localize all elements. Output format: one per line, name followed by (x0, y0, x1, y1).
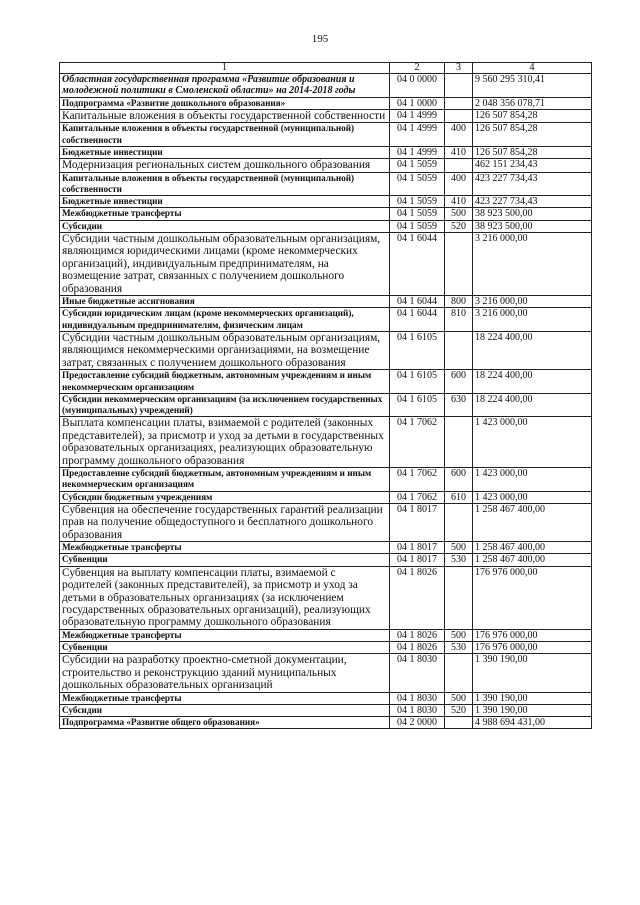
row-expense-type-cell: 520 (445, 220, 473, 232)
row-name-cell: Субвенция на обеспечение государственных гарантий реализации прав на получение общедоступного и бесплатного дошкольного образования (60, 503, 390, 541)
row-name-cell: Выплата компенсации платы, взимаемой с родителей (законных представителей), за присмотр и уход за детьми в государственных образовательных организациях, реализующих образовательную программу дошкольного образования (60, 417, 390, 468)
column-header: 4 (473, 63, 592, 74)
table-row (60, 74, 592, 98)
row-code-cell: 04 1 6105 (390, 370, 445, 394)
row-name-cell: Субсидии бюджетным учреждениям (60, 491, 390, 503)
table-row (60, 233, 592, 296)
row-amount-cell: 18 224 400,00 (473, 393, 592, 417)
table-row (60, 554, 592, 566)
row-amount-cell: 1 258 467 400,00 (473, 554, 592, 566)
row-code-cell: 04 1 8017 (390, 503, 445, 541)
row-expense-type-cell (445, 74, 473, 98)
row-code-cell: 04 1 6044 (390, 233, 445, 296)
row-name-cell: Подпрограмма «Развитие общего образования» (60, 717, 390, 729)
row-name-cell: Предоставление субсидий бюджетным, автономным учреждениям и иным некоммерческим организациям (60, 370, 390, 394)
table-row (60, 172, 592, 196)
row-name-cell: Субсидии (60, 220, 390, 232)
row-amount-cell: 176 976 000,00 (473, 629, 592, 641)
row-name-cell: Подпрограмма «Развитие дошкольного образования» (60, 97, 390, 109)
row-name-cell: Субвенции (60, 642, 390, 654)
row-expense-type-cell (445, 566, 473, 629)
row-amount-cell: 126 507 854,28 (473, 146, 592, 158)
row-code-cell: 04 1 8026 (390, 642, 445, 654)
row-name-cell: Капитальные вложения в объекты государственной (муниципальной) собственности (60, 172, 390, 196)
table-row (60, 629, 592, 641)
row-amount-cell: 423 227 734,43 (473, 196, 592, 208)
row-amount-cell: 1 423 000,00 (473, 417, 592, 468)
row-amount-cell: 18 224 400,00 (473, 370, 592, 394)
table-row (60, 370, 592, 394)
row-amount-cell: 1 258 467 400,00 (473, 503, 592, 541)
row-expense-type-cell: 500 (445, 542, 473, 554)
row-amount-cell: 423 227 734,43 (473, 172, 592, 196)
row-name-cell: Иные бюджетные ассигнования (60, 296, 390, 308)
table-row (60, 654, 592, 692)
row-expense-type-cell: 810 (445, 308, 473, 332)
row-expense-type-cell: 520 (445, 704, 473, 716)
table-row (60, 717, 592, 729)
row-name-cell: Предоставление субсидий бюджетным, автономным учреждениям и иным некоммерческим организациям (60, 468, 390, 492)
table-row (60, 159, 592, 172)
row-code-cell: 04 1 4999 (390, 123, 445, 147)
row-amount-cell: 1 423 000,00 (473, 491, 592, 503)
row-name-cell: Модернизация региональных систем дошкольного образования (60, 159, 390, 172)
row-code-cell: 04 0 0000 (390, 74, 445, 98)
table-row (60, 503, 592, 541)
table-row (60, 208, 592, 220)
row-code-cell: 04 1 5059 (390, 196, 445, 208)
row-code-cell: 04 1 4999 (390, 146, 445, 158)
row-name-cell: Областная государственная программа «Развитие образования и молодежной политики в Смоленской области» на 2014-2018 годы (60, 74, 390, 98)
row-name-cell: Субсидии (60, 704, 390, 716)
row-expense-type-cell: 500 (445, 208, 473, 220)
row-code-cell: 04 1 8030 (390, 654, 445, 692)
row-amount-cell: 176 976 000,00 (473, 642, 592, 654)
row-name-cell: Субсидии на разработку проектно-сметной документации, строительство и реконструкцию зданий муниципальных дошкольных образовательных организаций (60, 654, 390, 692)
column-header: 3 (445, 63, 473, 74)
table-row (60, 196, 592, 208)
table-row (60, 308, 592, 332)
row-name-cell: Субсидии частным дошкольным образовательным организациям, являющимся некоммерческими организациями, на возмещение затрат, связанных с получением дошкольного образования (60, 332, 390, 370)
row-expense-type-cell: 610 (445, 491, 473, 503)
row-expense-type-cell: 800 (445, 296, 473, 308)
table-row (60, 468, 592, 492)
table-row (60, 642, 592, 654)
table-row (60, 491, 592, 503)
row-amount-cell: 176 976 000,00 (473, 566, 592, 629)
row-name-cell: Субсидии некоммерческим организациям (за исключением государственных (муниципальных) учреждений) (60, 393, 390, 417)
table-row (60, 123, 592, 147)
column-header: 2 (390, 63, 445, 74)
row-expense-type-cell (445, 417, 473, 468)
table-row (60, 332, 592, 370)
row-code-cell: 04 1 4999 (390, 109, 445, 122)
row-amount-cell: 38 923 500,00 (473, 220, 592, 232)
row-name-cell: Бюджетные инвестиции (60, 196, 390, 208)
row-expense-type-cell: 410 (445, 196, 473, 208)
row-expense-type-cell: 410 (445, 146, 473, 158)
row-code-cell: 04 1 0000 (390, 97, 445, 109)
row-amount-cell: 1 390 190,00 (473, 704, 592, 716)
row-code-cell: 04 1 5059 (390, 208, 445, 220)
row-amount-cell: 462 151 234,43 (473, 159, 592, 172)
row-expense-type-cell: 530 (445, 642, 473, 654)
row-name-cell: Субвенция на выплату компенсации платы, взимаемой с родителей (законных представителей), за присмотр и уход за детьми в образовательных организациях (за исключением государственных образовательных организаций), реализующих образовательную программу дошкольного образования (60, 566, 390, 629)
row-name-cell: Межбюджетные трансферты (60, 629, 390, 641)
table-row (60, 692, 592, 704)
row-amount-cell: 126 507 854,28 (473, 123, 592, 147)
row-code-cell: 04 2 0000 (390, 717, 445, 729)
row-amount-cell: 1 258 467 400,00 (473, 542, 592, 554)
row-name-cell: Капитальные вложения в объекты государственной собственности (60, 109, 390, 122)
table-row (60, 566, 592, 629)
row-expense-type-cell: 500 (445, 692, 473, 704)
row-code-cell: 04 1 7062 (390, 417, 445, 468)
row-amount-cell: 126 507 854,28 (473, 109, 592, 122)
row-amount-cell: 9 560 295 310,41 (473, 74, 592, 98)
table-row (60, 97, 592, 109)
row-code-cell: 04 1 7062 (390, 491, 445, 503)
row-code-cell: 04 1 8030 (390, 692, 445, 704)
row-code-cell: 04 1 7062 (390, 468, 445, 492)
row-expense-type-cell (445, 159, 473, 172)
row-name-cell: Межбюджетные трансферты (60, 542, 390, 554)
row-name-cell: Субсидии частным дошкольным образовательным организациям, являющимся юридическими лицами (кроме некоммерческих организаций), индивидуальным предпринимателям, на возмещение затрат, связанных с получением дошкольного образования (60, 233, 390, 296)
row-name-cell: Межбюджетные трансферты (60, 208, 390, 220)
page-number: 195 (311, 33, 329, 45)
row-expense-type-cell (445, 332, 473, 370)
row-amount-cell: 1 390 190,00 (473, 692, 592, 704)
row-amount-cell: 18 224 400,00 (473, 332, 592, 370)
table-row (60, 220, 592, 232)
row-expense-type-cell (445, 503, 473, 541)
row-expense-type-cell (445, 233, 473, 296)
table-row (60, 393, 592, 417)
row-expense-type-cell: 530 (445, 554, 473, 566)
row-code-cell: 04 1 8030 (390, 704, 445, 716)
row-amount-cell: 3 216 000,00 (473, 233, 592, 296)
budget-table (59, 62, 592, 729)
row-amount-cell: 4 988 694 431,00 (473, 717, 592, 729)
row-code-cell: 04 1 8017 (390, 554, 445, 566)
row-expense-type-cell: 630 (445, 393, 473, 417)
row-code-cell: 04 1 8026 (390, 566, 445, 629)
row-code-cell: 04 1 5059 (390, 159, 445, 172)
row-code-cell: 04 1 6044 (390, 296, 445, 308)
row-code-cell: 04 1 8017 (390, 542, 445, 554)
row-amount-cell: 38 923 500,00 (473, 208, 592, 220)
row-expense-type-cell: 600 (445, 370, 473, 394)
row-expense-type-cell (445, 717, 473, 729)
row-name-cell: Субсидии юридическим лицам (кроме некоммерческих организаций), индивидуальным предпринимателям, физическим лицам (60, 308, 390, 332)
row-expense-type-cell: 500 (445, 629, 473, 641)
table-row (60, 417, 592, 468)
row-name-cell: Субвенции (60, 554, 390, 566)
row-name-cell: Межбюджетные трансферты (60, 692, 390, 704)
table-row (60, 296, 592, 308)
row-amount-cell: 3 216 000,00 (473, 308, 592, 332)
row-amount-cell: 1 390 190,00 (473, 654, 592, 692)
row-code-cell: 04 1 6044 (390, 308, 445, 332)
table-row (60, 542, 592, 554)
table-row (60, 109, 592, 122)
row-expense-type-cell: 400 (445, 172, 473, 196)
row-amount-cell: 1 423 000,00 (473, 468, 592, 492)
row-code-cell: 04 1 5059 (390, 172, 445, 196)
row-expense-type-cell (445, 654, 473, 692)
table-row (60, 146, 592, 158)
row-code-cell: 04 1 6105 (390, 393, 445, 417)
row-expense-type-cell (445, 97, 473, 109)
row-expense-type-cell: 600 (445, 468, 473, 492)
row-expense-type-cell: 400 (445, 123, 473, 147)
row-code-cell: 04 1 5059 (390, 220, 445, 232)
column-header: 1 (60, 63, 390, 74)
row-code-cell: 04 1 6105 (390, 332, 445, 370)
table-row (60, 704, 592, 716)
row-name-cell: Бюджетные инвестиции (60, 146, 390, 158)
row-amount-cell: 3 216 000,00 (473, 296, 592, 308)
row-expense-type-cell (445, 109, 473, 122)
row-name-cell: Капитальные вложения в объекты государственной (муниципальной) собственности (60, 123, 390, 147)
row-code-cell: 04 1 8026 (390, 629, 445, 641)
row-amount-cell: 2 048 356 078,71 (473, 97, 592, 109)
table-header-row (60, 63, 592, 74)
